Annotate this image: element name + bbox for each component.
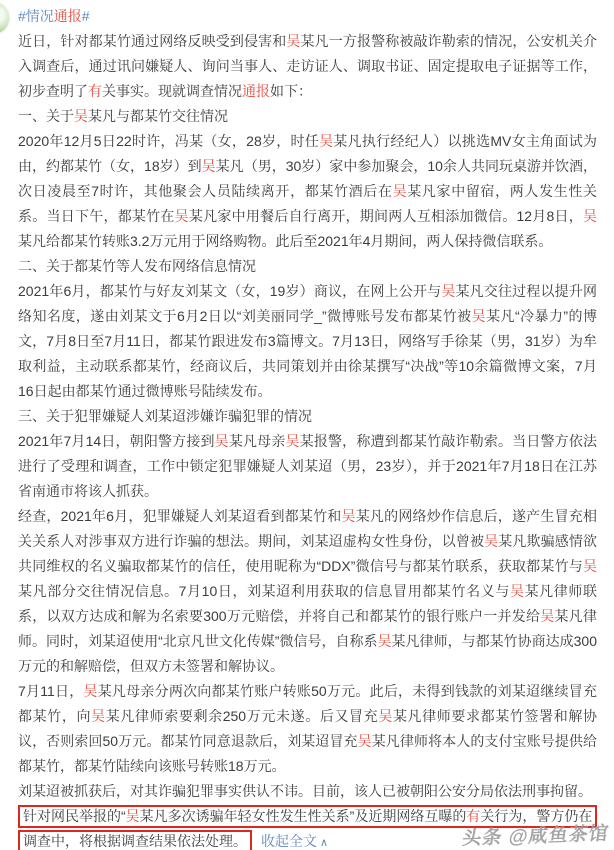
text-run: 某凡家中用餐后自行离开，期间两人互相添加微信。12月8日， xyxy=(188,208,584,224)
text-run: 如下： xyxy=(270,83,312,99)
highlighted-keyword: 吴 xyxy=(484,533,499,549)
highlighted-keyword: 吴 xyxy=(441,283,456,299)
highlighted-keyword: 吴 xyxy=(357,733,372,749)
section-3-body-2 xyxy=(18,504,597,679)
section-3-heading xyxy=(18,404,597,429)
collapse-link[interactable]: 收起全文 xyxy=(261,833,317,849)
text-run: 7月11日， xyxy=(18,683,84,699)
section-1-heading xyxy=(18,104,597,129)
highlighted-keyword: 吴 xyxy=(341,508,356,524)
section-1-body xyxy=(18,129,597,254)
watermark: 头条 @咸鱼茶馆 xyxy=(461,823,611,850)
highlighted-keyword: 吴 xyxy=(201,158,216,174)
section-2-body xyxy=(18,279,597,404)
text-run: 针对网民举报的“ xyxy=(23,808,126,824)
text-run: 关事实。现就调查情况 xyxy=(102,83,242,99)
hashtag-link-highlight: 通报 xyxy=(53,8,82,24)
highlighted-keyword: 吴 xyxy=(214,433,229,449)
highlighted-keyword: 吴 xyxy=(471,308,487,324)
text-run: 某凡律师要求都某竹签署和解协议，否则索回50万元。都某竹同意退款后，刘某迢冒充 xyxy=(18,708,598,749)
text-run: 经查，2021年6月，犯罪嫌疑人刘某迢看到都某竹和 xyxy=(18,508,342,524)
text-run: 某凡律师索要剩余250万元未遂。后又冒充 xyxy=(105,708,379,724)
highlighted-keyword: 吴 xyxy=(286,33,301,49)
highlighted-keyword: 吴 xyxy=(583,208,598,224)
text-run: 某凡欺骗感情欲共同维权的名义骗取都某竹的信任，使用昵称为“DDX”微信号与都某竹联系，获取都某竹与 xyxy=(18,533,597,574)
intro-paragraph xyxy=(18,29,597,104)
text-run: 某报警，称遭到都某竹敲诈勒索。当日警方依法进行了受理和调查，工作中锁定犯罪嫌疑人刘某迢（男，23岁），并于2021年7月18日在江苏省南通市将该人抓获。 xyxy=(18,433,598,499)
highlighted-keyword: 吴 xyxy=(91,708,106,724)
highlighted-keyword: 吴 xyxy=(319,133,334,149)
hashtag-link[interactable]: # xyxy=(81,8,90,24)
highlighted-keyword: 吴 xyxy=(377,633,392,649)
section-2-heading xyxy=(18,254,597,279)
text-run: 关行为，警方仍在调查中，将根据调查结果依法处理。 xyxy=(23,808,593,849)
highlighted-keyword: 吴 xyxy=(378,708,393,724)
section-3-body-1 xyxy=(18,429,597,504)
highlighted-keyword: 吴 xyxy=(174,208,189,224)
highlighted-keyword: 吴 xyxy=(509,583,525,599)
text-run: 某凡律师。同时，刘某迢使用“北京凡世文化传媒”微信号，自称系 xyxy=(18,608,598,649)
highlighted-keyword: 吴 xyxy=(392,183,408,199)
highlighted-keyword: 有 xyxy=(88,83,102,99)
text-run: 二、关于都某竹等人发布网络信息情况 xyxy=(18,258,256,274)
section-3-body-3 xyxy=(18,679,597,779)
text-run: 某凡律师联系，以双方达成和解为名索要300万元赔偿，并将自己和都某竹的银行账户一并发给 xyxy=(18,583,598,624)
text-run: 某凡部分交往情况信息。7月10日，刘某迢利用获取的信息冒用都某竹名义与 xyxy=(18,583,510,599)
highlighted-keyword: 有 xyxy=(466,808,481,824)
text-run: 某凡执行经纪人）以挑选MV女主角面试为由，约都某竹（女，18岁）到 xyxy=(18,133,598,174)
topic-hashtag xyxy=(18,4,597,29)
text-run: 近日，针对都某竹通过网络反映受到侵害和 xyxy=(18,33,287,49)
highlighted-keyword: 吴 xyxy=(583,558,597,574)
text-run: 某凡与都某竹交往情况 xyxy=(88,108,228,124)
text-run: 一、关于 xyxy=(18,108,74,124)
text-run: 2021年6月，都某竹与好友刘某文（女，19岁）商议，在网上公开与 xyxy=(18,283,442,299)
highlighted-keyword: 吴 xyxy=(285,433,300,449)
text-run: 某凡的网络炒作信息后，遂产生冒充相关关系人对涉事双方进行诈骗的想法。期间，刘某迢虚构女性身份，以曾被 xyxy=(18,508,598,549)
text-run: 某凡多次诱骗年轻女性发生性关系”及近期网络互曝的 xyxy=(139,808,467,824)
text-run: 刘某迢被抓获后，对其诈骗犯罪事实供认不讳。目前，该人已被朝阳公安分局依法刑事拘留。 xyxy=(18,783,592,799)
text-run: 某凡母亲分两次向都某竹账户转账50万元。此后，未得到钱款的刘某迢继续冒充都某竹，向 xyxy=(18,683,598,724)
conclusion-paragraph xyxy=(18,804,597,850)
text-run: 某凡交往过程以提升网络知名度，遂由刘某文于6月2日以“刘美丽同学_”微博账号发布都某竹被 xyxy=(18,283,597,324)
text-run: 某凡给都某竹转账3.2万元用于网络购物。此后至2021年4月期间，两人保持微信联系。 xyxy=(18,233,553,249)
text-run: 某凡（男，30岁）家中参加聚会，10余人共同玩桌游并饮酒，次日凌晨至7时许，其他聚会人员陆续离开，都某竹酒后在 xyxy=(18,158,598,199)
text-run: 某凡律师将本人的支付宝账号提供给都某竹，都某竹陆续向该账号转账18万元。 xyxy=(18,733,598,774)
text-run: 2021年7月14日，朝阳警方接到 xyxy=(18,433,215,449)
text-run: 三、关于犯罪嫌疑人刘某迢涉嫌诈骗犯罪的情况 xyxy=(18,408,312,424)
text-run: 某凡律师，与都某竹协商达成300万元的和解赔偿，但双方未签署和解协议。 xyxy=(18,633,598,674)
highlighted-keyword: 吴 xyxy=(83,683,98,699)
text-run: 某凡家中留宿，两人发生性关系。当日下午，都某竹在 xyxy=(18,183,598,224)
chevron-up-icon[interactable]: ∧ xyxy=(320,837,329,849)
section-3-body-4 xyxy=(18,779,597,804)
text-run: 某凡一方报警称被敲诈勒索的情况，公安机关介入调查后，通过讯问嫌疑人、询问当事人、走访证人、调取书证、固定提取电子证据等工作，初步查明了 xyxy=(18,33,597,99)
highlighted-keyword: 吴 xyxy=(74,108,88,124)
text-run: 某凡“冷暴力”的博文，7月8日至7月11日，都某竹跟进发布3篇博文。7月13日，网络写手徐某（男，31岁）为牟取利益，主动联系都某竹，经商议后，共同策划并由徐某撰写“决战”等10余篇微博文案，7月16日起由都某竹通过微博账号陆续发布。 xyxy=(18,308,598,399)
text-run: 某凡母亲 xyxy=(228,433,286,449)
highlighted-keyword: 通报 xyxy=(242,83,270,99)
hashtag-link[interactable]: #情况 xyxy=(18,8,54,24)
highlighted-keyword: 吴 xyxy=(540,608,555,624)
highlighted-keyword: 吴 xyxy=(125,808,140,824)
text-run: 2020年12月5日22时许，冯某（女，28岁，时任 xyxy=(18,133,320,149)
